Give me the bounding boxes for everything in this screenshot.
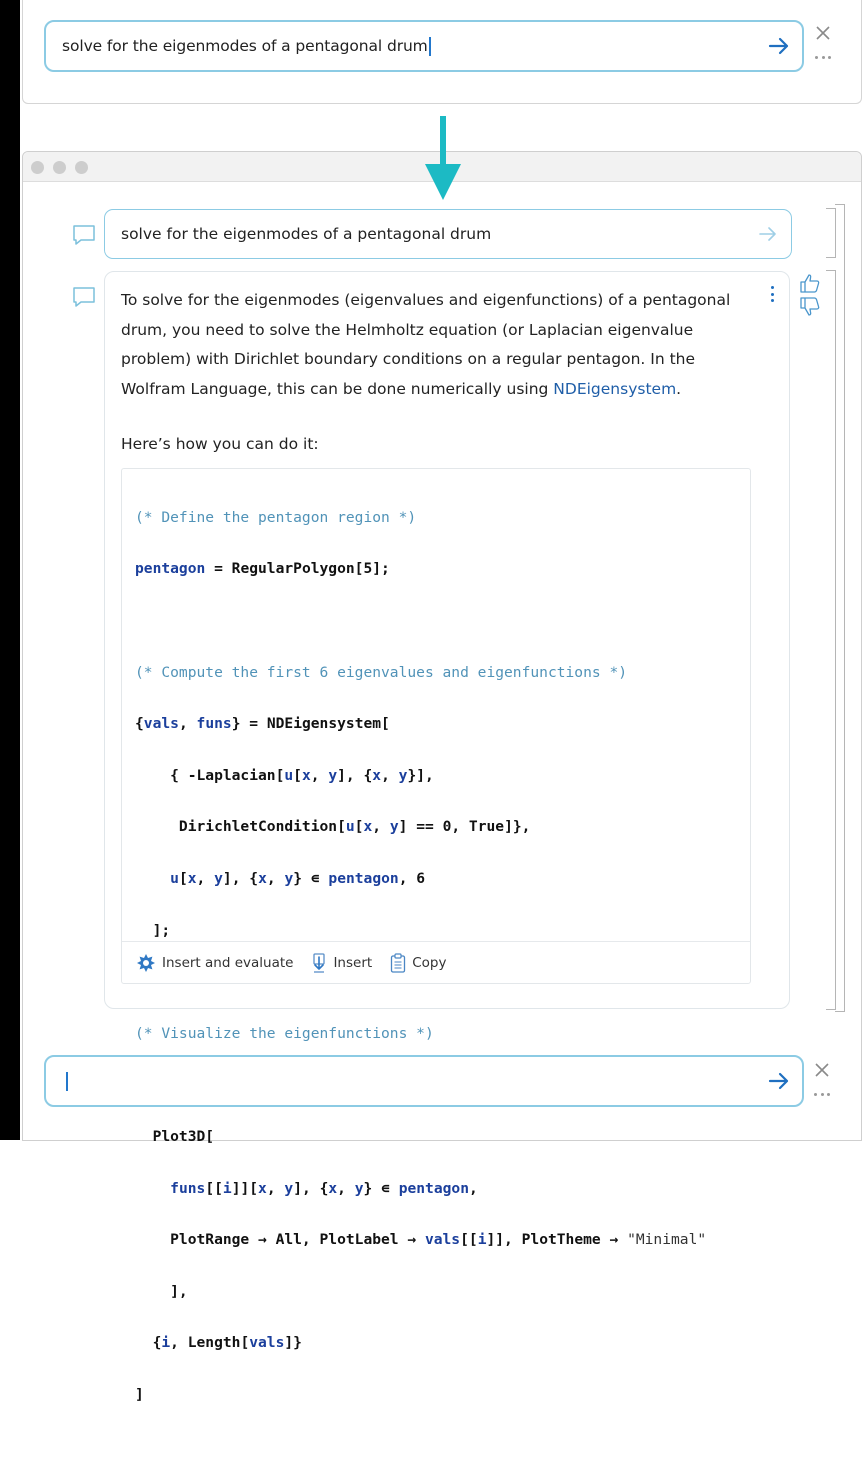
top-input-panel bbox=[22, 0, 862, 104]
more-icon[interactable] bbox=[814, 1091, 830, 1097]
response-intro-text: To solve for the eigenmodes (eigenvalues and eigenfunctions) of a pentagonal drum, you need to solve the Helmholtz equation (or Laplacian eigenvalue problem) with Dirichlet boundary conditions on a regular pentagon. In the Wolfram Language, this can be done numerically using bbox=[121, 291, 731, 398]
new-query-input[interactable] bbox=[44, 1055, 804, 1107]
insert-label: Insert bbox=[333, 954, 373, 971]
new-query-submit-button[interactable] bbox=[766, 1068, 792, 1094]
insert-and-evaluate-label: Insert and evaluate bbox=[162, 954, 294, 971]
new-query-text[interactable] bbox=[62, 1057, 68, 1105]
chat-bubble-icon bbox=[72, 286, 96, 308]
insert-and-evaluate-button[interactable] bbox=[136, 953, 293, 973]
code-line: { -Laplacian[u[x, y], {x, y}], bbox=[135, 766, 434, 784]
response-cell-bracket[interactable] bbox=[826, 270, 836, 1010]
code-toolbar bbox=[122, 941, 750, 983]
arrow-right-icon bbox=[758, 226, 778, 242]
code-line: u[x, y], {x, y} ∊ pentagon, 6 bbox=[170, 869, 426, 887]
group-cell-bracket[interactable] bbox=[835, 204, 845, 1012]
arrow-right-icon bbox=[768, 37, 790, 55]
gear-star-icon bbox=[136, 953, 156, 973]
code-line: funs[[i]][x, y], {x, y} ∊ pentagon, bbox=[170, 1179, 478, 1197]
code-comment: (* Visualize the eigenfunctions *) bbox=[135, 1024, 434, 1042]
assistant-response-card bbox=[104, 271, 790, 1403]
window-close-dot[interactable] bbox=[31, 161, 44, 174]
left-edge bbox=[0, 0, 20, 1140]
code-line: ] bbox=[135, 1385, 144, 1403]
insert-icon bbox=[311, 953, 327, 973]
top-submit-button[interactable] bbox=[766, 33, 792, 59]
code-block[interactable] bbox=[121, 468, 751, 1403]
code-line: {i, Length[vals]} bbox=[135, 1334, 302, 1352]
response-menu-icon[interactable] bbox=[769, 286, 775, 302]
thumbs-up-icon[interactable] bbox=[799, 272, 821, 294]
response-intro bbox=[121, 286, 761, 404]
top-input-value: solve for the eigenmodes of a pentagonal drum bbox=[62, 37, 428, 55]
text-caret bbox=[66, 1072, 68, 1091]
more-icon[interactable] bbox=[815, 54, 831, 60]
code-comment: (* Define the pentagon region *) bbox=[135, 508, 417, 526]
text-caret bbox=[429, 37, 431, 56]
window-minimize-dot[interactable] bbox=[53, 161, 66, 174]
chat-bubble-icon bbox=[72, 224, 96, 246]
response-lead-in: Here’s how you can do it: bbox=[121, 435, 319, 453]
arrow-right-icon bbox=[768, 1072, 790, 1090]
insert-button[interactable] bbox=[311, 953, 372, 973]
code-line: pentagon = RegularPolygon[5]; bbox=[135, 560, 390, 578]
close-icon[interactable] bbox=[815, 25, 831, 41]
clipboard-icon bbox=[390, 953, 406, 973]
query-resubmit-button[interactable] bbox=[755, 221, 781, 247]
user-query-text: solve for the eigenmodes of a pentagonal drum bbox=[121, 225, 492, 243]
response-intro-end: . bbox=[676, 379, 682, 398]
thumbs-down-icon[interactable] bbox=[799, 296, 821, 318]
code-line: DirichletCondition[u[x, y] == 0, True]}, bbox=[135, 818, 531, 836]
code-line: PlotRange → All, PlotLabel → vals[[i]], PlotTheme → "Minimal" bbox=[135, 1231, 707, 1249]
top-input-field[interactable] bbox=[44, 20, 804, 72]
code-line: ]; bbox=[135, 921, 171, 939]
copy-button[interactable] bbox=[390, 953, 446, 973]
code-line: ], bbox=[135, 1282, 188, 1300]
code-line: {vals, funs} = NDEigensystem[ bbox=[135, 715, 390, 733]
copy-label: Copy bbox=[412, 954, 447, 971]
window-zoom-dot[interactable] bbox=[75, 161, 88, 174]
ndeigensystem-link[interactable]: NDEigensystem bbox=[553, 379, 677, 398]
user-query-box[interactable] bbox=[104, 209, 792, 259]
top-input-text[interactable] bbox=[62, 22, 431, 70]
code-line: Plot3D[ bbox=[135, 1127, 215, 1145]
down-arrow-icon bbox=[424, 116, 462, 200]
close-icon[interactable] bbox=[814, 1062, 830, 1078]
code-blank-line bbox=[135, 608, 706, 634]
code-comment: (* Compute the first 6 eigenvalues and eigenfunctions *) bbox=[135, 663, 628, 681]
